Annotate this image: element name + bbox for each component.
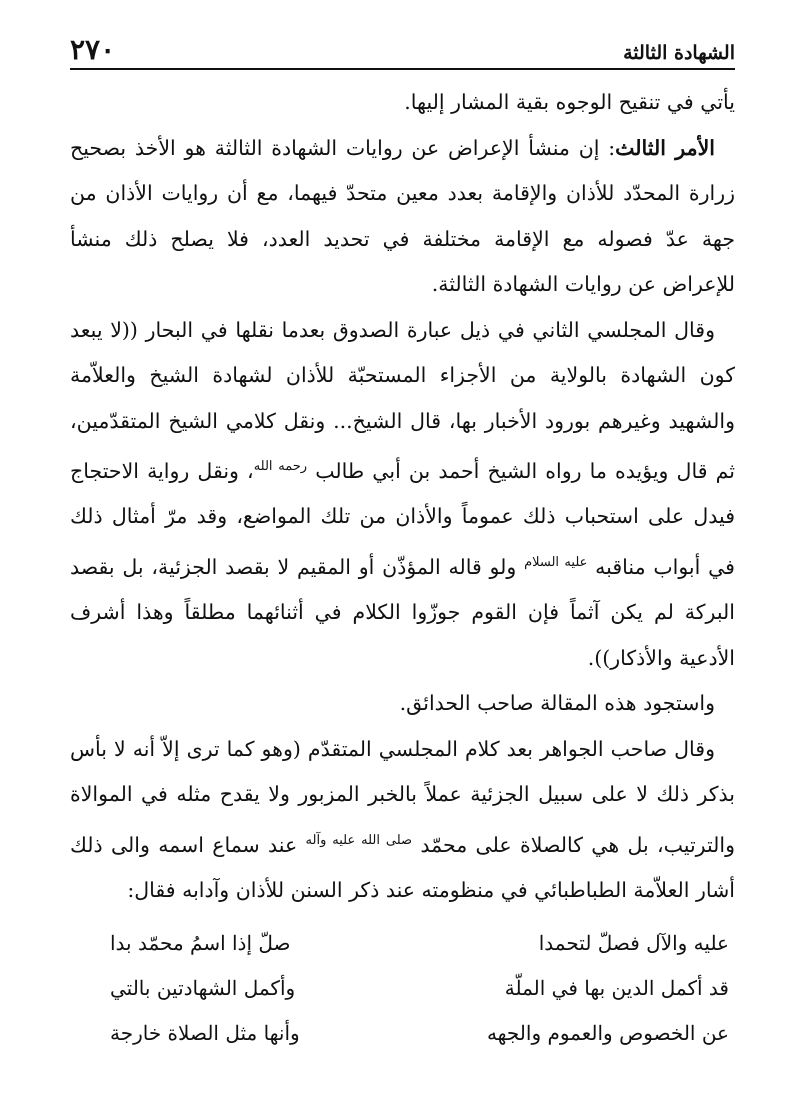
paragraph-text: : إن منشأ الإعراض عن روايات الشهادة الثالثة هو الأخذ بصحيح زرارة المحدّد للأذان والإقامة بعدد معين متحدّ فيهما، مع أن روايات الأذان من جهة عدّ فصوله مع الإقامة مختلفة في تحديد العدد، فلا يصلح ذلك منشأ للإعراض عن روايات الشهادة الثالثة. <box>70 135 735 296</box>
paragraph-text: يأتي في تنقيح الوجوه بقية المشار إليها. <box>404 90 735 114</box>
page-header <box>70 28 735 70</box>
poem-hemistich-first: قد أكمل الدين بها في الملّة <box>504 976 729 1001</box>
paragraph-4 <box>70 681 735 727</box>
paragraph-text: وقال المجلسي الثاني في ذيل عبارة الصدوق بعدما نقلها في البحار ((لا يبعد كون الشهادة بالولاية من الأجزاء المستحبّة للأذان لشهادة الشيخ والعلاّمة والشهيد وغيرهم بورود الأخبار بها، قال الشيخ... ونقل كلامي الشيخ المتقدّمين، ثم قال ويؤيده ما رواه الشيخ أحمد بن أبي طالب <box>70 317 735 483</box>
poem-hemistich-second: صلّ إذا اسمُ محمّد بدا <box>110 931 291 956</box>
page-number: ٢٧٠ <box>70 33 116 66</box>
paragraph-text: واستجود هذه المقالة صاحب الحدائق. <box>399 691 715 716</box>
document-page <box>70 28 735 1056</box>
poem-hemistich-second: وأكمل الشهادتين بالتي <box>110 976 296 1001</box>
poem-verse <box>70 1011 735 1056</box>
paragraph-text: وقال صاحب الجواهر بعد كلام المجلسي المتقدّم (وهو كما ترى إلاّ أنه لا بأس بذكر ذلك لا على سبيل الجزئية عملاً بالخبر المزبور ولا يقدح مثله في الموالاة والترتيب، بل هي كالصلاة على محمّد <box>70 736 735 857</box>
poem-hemistich-first: عن الخصوص والعموم والجهه <box>486 1021 729 1046</box>
honorific-mark: صلى الله عليه وآله <box>305 832 413 848</box>
poem-hemistich-second: وأنها مثل الصلاة خارجة <box>110 1021 300 1046</box>
paragraph-text-cont: ولو قاله المؤذّن أو المقيم لا بقصد الجزئية، بل بقصد البركة لم يكن آثماً فإن القوم جوزّوا الكلام في أثنائهما مطلقاً وهذا أشرف الأدعية والأذكار)). <box>70 554 735 670</box>
paragraph-2 <box>70 126 735 308</box>
poem-verse <box>70 966 735 1011</box>
poem-verse <box>70 921 735 966</box>
running-title: الشهادة الثالثة <box>623 42 735 64</box>
paragraph-text-cont: عند سماع اسمه والى ذلك أشار العلاّمة الطباطبائي في منظومته عند ذكر السنن للأذان وآدابه فقال: <box>70 832 735 902</box>
honorific-mark: عليه السلام <box>524 554 588 570</box>
paragraph-text-cont: ، ونقل رواية الاحتجاج فيدل على استحباب ذلك عموماً والأذان من تلك المواضع، وقد مرّ أمثال ذلك في أبواب مناقبه <box>70 458 735 579</box>
poem-hemistich-first: عليه والآل فصلّ لتحمدا <box>538 931 729 956</box>
honorific-mark: رحمه الله <box>253 459 308 474</box>
paragraph-5 <box>70 727 735 914</box>
body-text <box>70 80 735 913</box>
paragraph-3 <box>70 308 735 682</box>
poem <box>70 921 735 1056</box>
paragraph-lead: الأمر الثالث <box>615 135 715 160</box>
paragraph-1 <box>70 80 735 126</box>
